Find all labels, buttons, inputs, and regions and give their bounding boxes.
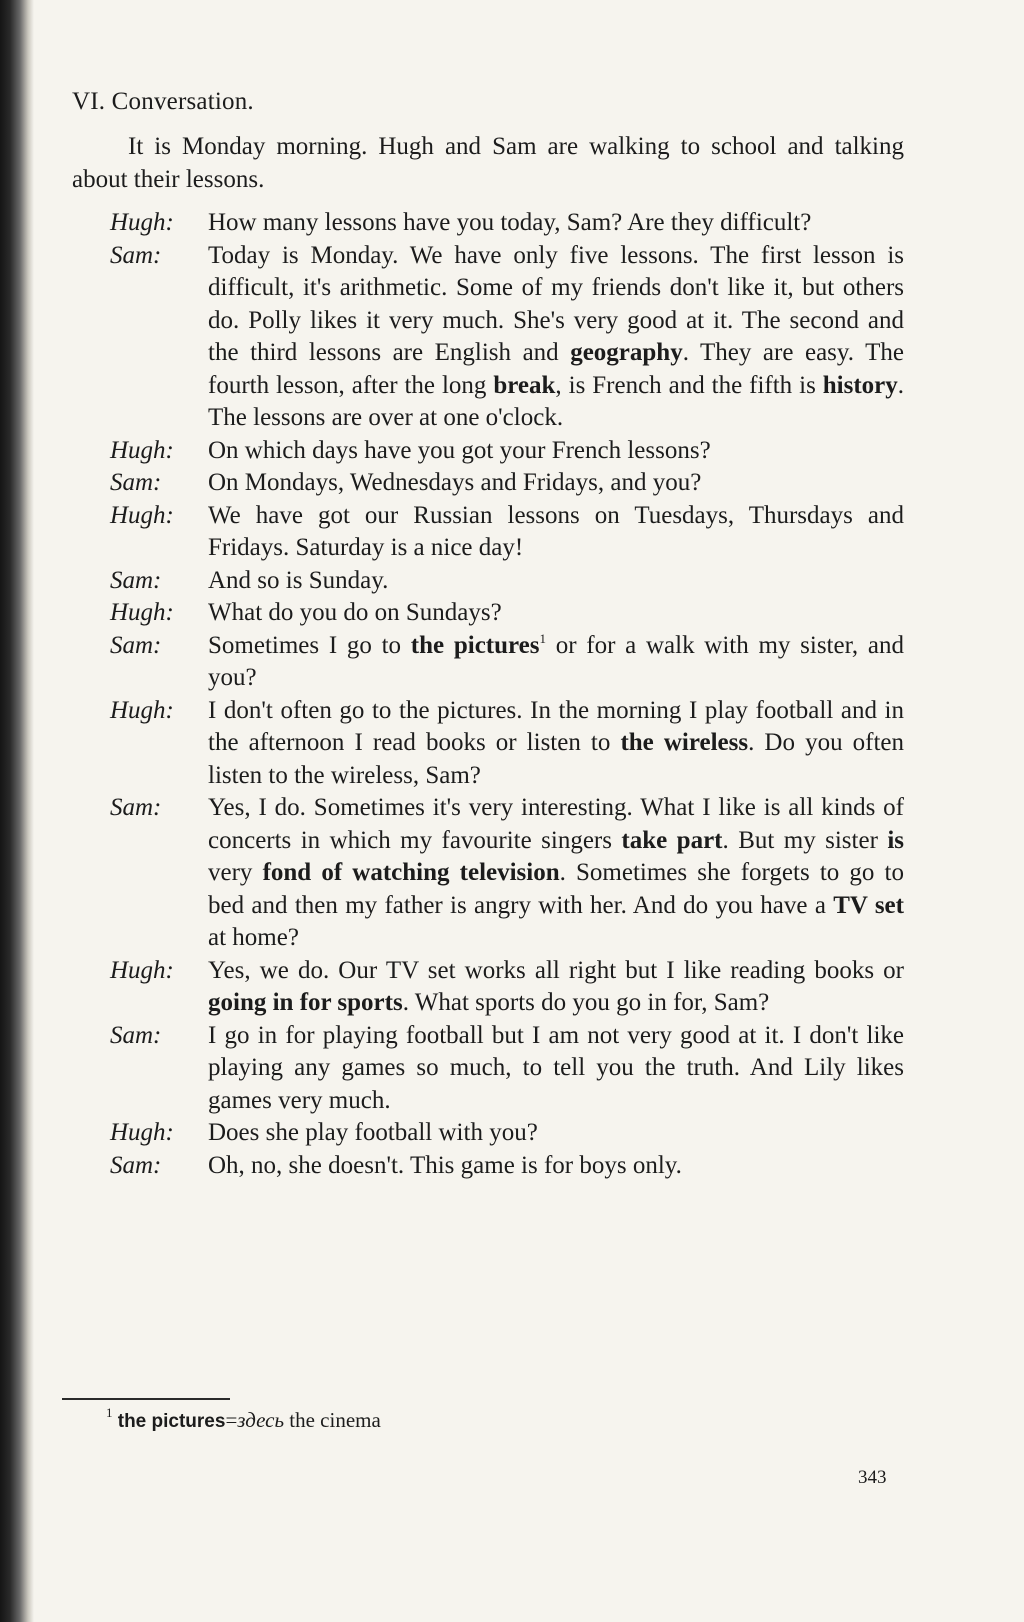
dialogue-turn bbox=[110, 1020, 904, 1118]
speech-fragment: We have got our Russian lessons on Tuesdays, Thursdays and Fridays. Saturday is a nice day! bbox=[208, 501, 904, 561]
speech-fragment: . What sports do you go in for, Sam? bbox=[402, 989, 770, 1016]
speech-fragment: . The lessons are over at one o'clock. bbox=[208, 371, 904, 431]
vocabulary-term: the pictures bbox=[410, 631, 540, 659]
speech-text bbox=[208, 695, 904, 793]
speech-text bbox=[208, 467, 904, 500]
page-number: 343 bbox=[858, 1467, 887, 1488]
dialogue-turn bbox=[110, 467, 904, 500]
speaker-label: Sam: bbox=[110, 241, 162, 269]
speech-fragment: Yes, we do. Our TV set works all right but I like reading books or bbox=[208, 956, 904, 984]
speech-fragment: very bbox=[208, 859, 263, 886]
speech-fragment: , is French and the fifth is bbox=[555, 371, 823, 399]
dialogue-turn bbox=[110, 500, 904, 565]
footnote-marker: 1 bbox=[106, 1405, 113, 1420]
speech-fragment: What do you do on Sundays? bbox=[208, 599, 502, 626]
speech-text bbox=[208, 955, 904, 1020]
vocabulary-term: TV set bbox=[833, 891, 904, 919]
vocabulary-term: fond of watching television bbox=[262, 859, 560, 886]
vocabulary-term: history bbox=[822, 371, 898, 399]
speech-fragment: . They are easy. The fourth lesson, after the long bbox=[208, 339, 904, 399]
speech-text bbox=[208, 435, 904, 468]
speech-fragment: Sometimes I go to bbox=[208, 631, 411, 659]
speech-fragment: . Do you often listen to the wireless, Sam? bbox=[208, 729, 905, 789]
speech-fragment: On Mondays, Wednesdays and Fridays, and you? bbox=[208, 469, 702, 496]
dialogue-turn bbox=[110, 435, 904, 468]
intro-paragraph: It is Monday morning. Hugh and Sam are walking to school and talking about their lessons. bbox=[72, 133, 904, 193]
footnote-reference: 1 bbox=[539, 630, 546, 646]
dialogue-turn bbox=[110, 1150, 904, 1183]
speaker-label: Hugh: bbox=[110, 696, 174, 724]
speaker-label: Hugh: bbox=[110, 599, 174, 626]
speech-fragment: Yes, I do. Sometimes it's very interesting. What I like is all kinds of concerts in which my favourite singers bbox=[208, 794, 904, 854]
footnote-term: the pictures bbox=[117, 1411, 226, 1432]
speech-fragment: . Sometimes she forgets to go to bed and then my father is angry with her. And do you have a bbox=[208, 859, 904, 919]
speech-text bbox=[208, 792, 904, 955]
dialogue-turn bbox=[110, 240, 904, 435]
speech-fragment: I don't often go to the pictures. In the morning I play football and in the afternoon I read books or listen to bbox=[208, 696, 904, 756]
dialogue-turn bbox=[110, 207, 904, 240]
speaker-label: Hugh: bbox=[110, 1119, 174, 1146]
footnote-note-word: здесь bbox=[237, 1408, 285, 1432]
speaker-label: Hugh: bbox=[110, 956, 174, 984]
speech-text bbox=[208, 630, 904, 695]
speech-fragment: Today is Monday. We have only five lessons. The first lesson is difficult, it's arithmetic. Some of my friends don't like it, but others do. Polly likes it very much. She's very good at it. The second and the third lessons are English and bbox=[208, 241, 904, 366]
speech-text bbox=[208, 1020, 904, 1118]
speech-text bbox=[208, 207, 904, 240]
footnote-separator: = bbox=[225, 1408, 238, 1432]
speech-fragment: And so is Sunday. bbox=[208, 566, 389, 594]
speaker-label: Sam: bbox=[110, 566, 162, 594]
speech-text bbox=[208, 565, 904, 598]
dialogue-turn bbox=[110, 597, 904, 630]
speaker-label: Hugh: bbox=[110, 209, 174, 236]
footnote-divider bbox=[62, 1398, 230, 1400]
speaker-label: Sam: bbox=[110, 631, 162, 659]
dialogue-turn bbox=[110, 630, 904, 695]
dialogue-turn bbox=[110, 565, 904, 598]
speech-fragment: Does she play football with you? bbox=[208, 1119, 538, 1146]
dialogue-turn bbox=[110, 792, 904, 955]
speech-fragment: How many lessons have you today, Sam? Are they difficult? bbox=[208, 209, 812, 236]
speaker-label: Sam: bbox=[110, 794, 162, 821]
speech-fragment: at home? bbox=[208, 924, 299, 951]
footnote bbox=[106, 1405, 381, 1433]
speech-fragment: I go in for playing football but I am not very good at it. I don't like playing any games so much, to tell you the truth. And Lily likes games very much. bbox=[208, 1021, 904, 1114]
speech-text bbox=[208, 240, 904, 435]
dialogue-turn bbox=[110, 955, 904, 1020]
vocabulary-term: the wireless bbox=[620, 729, 749, 756]
speech-fragment: or for a walk with my sister, and you? bbox=[208, 631, 904, 691]
dialogue bbox=[110, 207, 904, 1182]
vocabulary-term: take part bbox=[621, 826, 723, 854]
speech-fragment: . But my sister bbox=[722, 826, 888, 854]
speech-fragment: Oh, no, she doesn't. This game is for boys only. bbox=[208, 1151, 682, 1179]
vocabulary-term: going in for sports bbox=[208, 989, 403, 1016]
speech-text bbox=[208, 597, 904, 630]
speaker-label: Sam: bbox=[110, 469, 162, 496]
speech-fragment: On which days have you got your French lessons? bbox=[208, 436, 711, 464]
vocabulary-term: break bbox=[493, 371, 556, 399]
section-title: VI. Conversation. bbox=[72, 88, 254, 115]
speaker-label: Sam: bbox=[110, 1021, 162, 1049]
speech-text bbox=[208, 500, 904, 565]
speaker-label: Sam: bbox=[110, 1151, 162, 1179]
speech-text bbox=[208, 1117, 904, 1150]
speaker-label: Hugh: bbox=[110, 501, 174, 529]
speaker-label: Hugh: bbox=[110, 436, 174, 464]
speech-text bbox=[208, 1150, 904, 1183]
dialogue-turn bbox=[110, 1117, 904, 1150]
vocabulary-term: is bbox=[887, 826, 905, 854]
dialogue-turn bbox=[110, 695, 904, 793]
vocabulary-term: geography bbox=[570, 339, 683, 366]
footnote-meaning: the cinema bbox=[289, 1408, 381, 1432]
